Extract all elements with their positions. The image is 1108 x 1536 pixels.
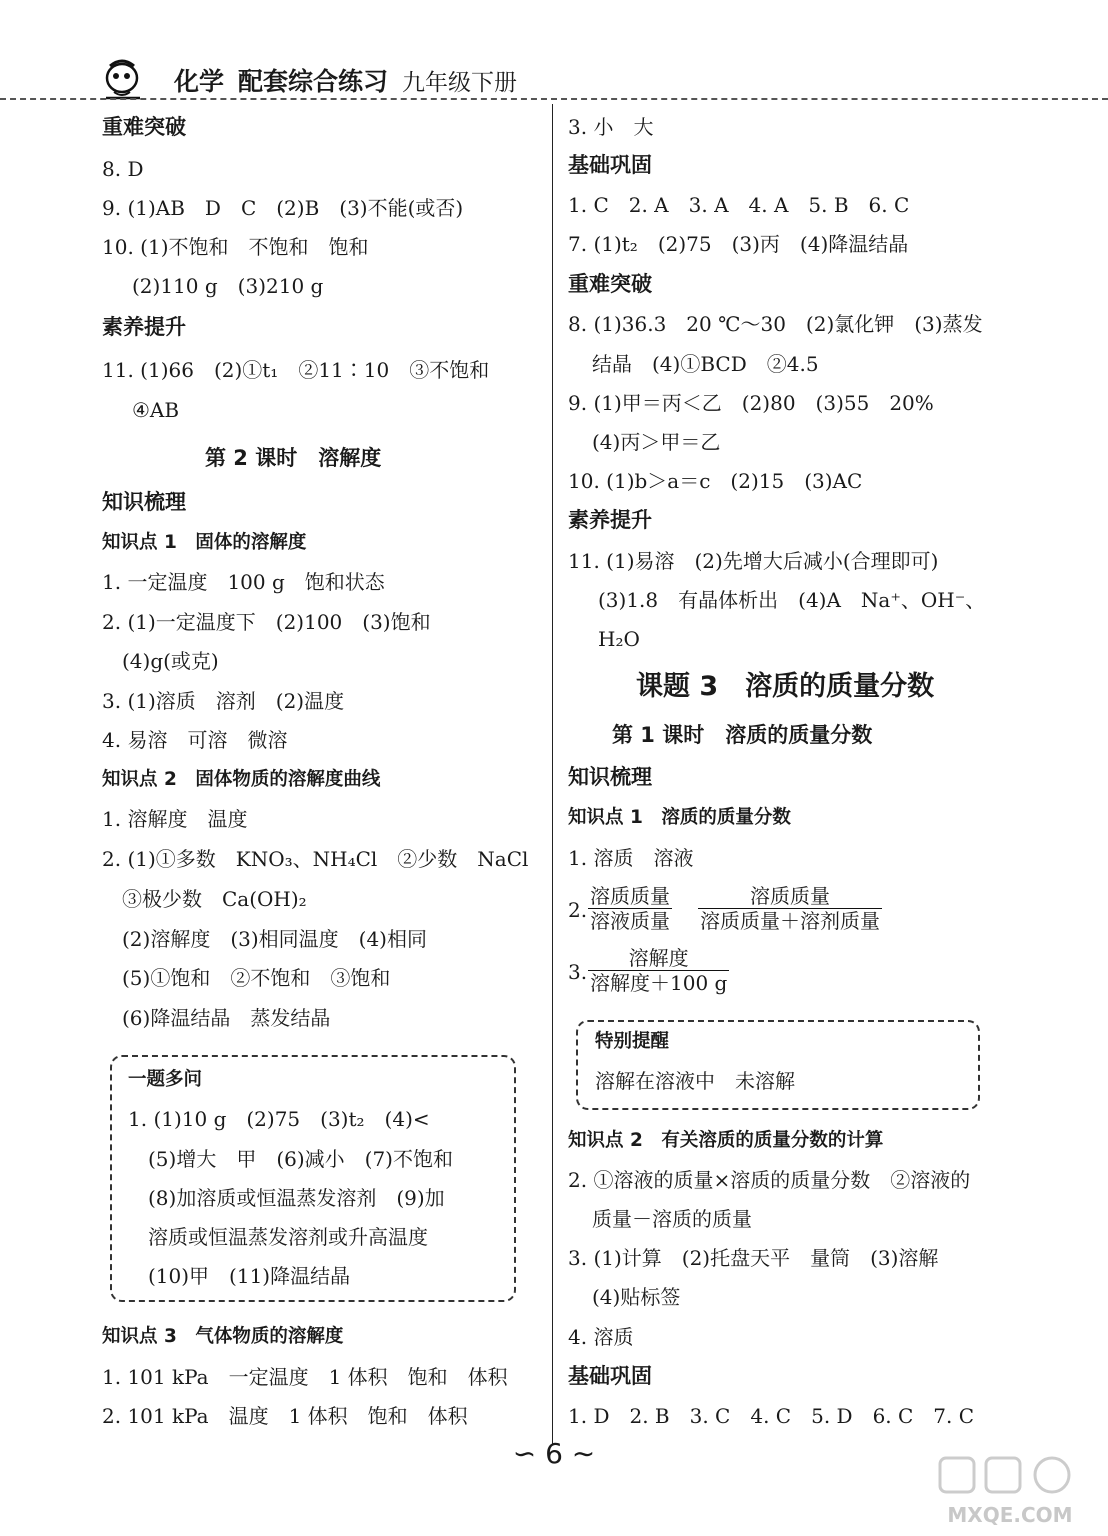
answer-line: 11. (1)66 (2)①t₁ ②11∶10 ③不饱和	[102, 358, 490, 382]
answer-line: (5)①饱和 ②不饱和 ③饱和	[122, 966, 391, 990]
answer-line: 结晶 (4)①BCD ②4.5	[592, 352, 819, 376]
answer-line: (4)丙＞甲＝乙	[592, 430, 721, 454]
box-line: (5)增大 甲 (6)减小 (7)不饱和	[148, 1147, 453, 1171]
answer-line: (4)g(或克)	[122, 649, 219, 673]
section-heading: 重难突破	[102, 115, 186, 139]
fraction-denominator: 溶解度＋100 g	[590, 971, 728, 995]
answer-line: 3. (1)计算 (2)托盘天平 量筒 (3)溶解	[568, 1246, 939, 1270]
knowledge-point-heading: 知识点 1 溶质的质量分数	[568, 807, 791, 828]
answer-line: 2. (1)①多数 KNO₃、NH₄Cl ②少数 NaCl	[102, 847, 529, 871]
answer-line: 1. 溶质 溶液	[568, 846, 694, 870]
wave-left-icon: ∽	[512, 1437, 546, 1470]
box-line: 1. (1)10 g (2)75 (3)t₂ (4)<	[128, 1107, 430, 1131]
svg-text:MXQE.COM: MXQE.COM	[947, 1503, 1073, 1527]
answer-line: 1. 101 kPa 一定温度 1 体积 饱和 体积	[102, 1365, 508, 1389]
answer-line: 1. D 2. B 3. C 4. C 5. D 6. C 7. C	[568, 1404, 975, 1428]
answer-line: (4)贴标签	[592, 1285, 681, 1309]
formula-prefix: 3.	[568, 960, 588, 984]
wave-right-icon: ∼	[562, 1437, 596, 1470]
section-heading: 重难突破	[568, 272, 652, 296]
header-book: 配套综合练习	[238, 67, 389, 96]
answer-line: 7. (1)t₂ (2)75 (3)丙 (4)降温结晶	[568, 232, 909, 256]
answer-line: 8. D	[102, 157, 144, 181]
tip-title: 特别提醒	[595, 1031, 670, 1052]
fraction-numerator: 溶解度	[588, 946, 729, 971]
knowledge-point-heading: 知识点 3 气体物质的溶解度	[102, 1326, 344, 1347]
box-line: (10)甲 (11)降温结晶	[148, 1264, 351, 1288]
header-grade: 九年级下册	[402, 70, 518, 96]
section-heading: 素养提升	[568, 508, 652, 532]
answer-line: ③极少数 Ca(OH)₂	[122, 887, 307, 911]
knowledge-point-heading: 知识点 2 有关溶质的质量分数的计算	[568, 1130, 884, 1151]
answer-line: 2. 101 kPa 温度 1 体积 饱和 体积	[102, 1404, 468, 1428]
answer-line: 10. (1)b＞a＝c (2)15 (3)AC	[568, 469, 863, 493]
answer-line: 4. 易溶 可溶 微溶	[102, 728, 288, 752]
formula-prefix: 2.	[568, 898, 588, 922]
answer-line: 2. (1)一定温度下 (2)100 (3)饱和	[102, 610, 431, 634]
page-number-value: 6	[545, 1437, 563, 1470]
answer-line: 1. C 2. A 3. A 4. A 5. B 6. C	[568, 193, 910, 217]
answer-line: 8. (1)36.3 20 ℃～30 (2)氯化钾 (3)蒸发	[568, 312, 983, 336]
answer-line: 3. (1)溶质 溶剂 (2)温度	[102, 689, 345, 713]
answer-line: ④AB	[132, 398, 180, 422]
topic-title: 课题 3 溶质的质量分数	[636, 671, 935, 702]
answer-line: 10. (1)不饱和 不饱和 饱和	[102, 235, 369, 259]
answer-line: 2. ①溶液的质量×溶质的质量分数 ②溶液的	[568, 1168, 971, 1192]
fraction-numerator: 溶质质量	[698, 884, 882, 909]
fraction-solubility	[588, 946, 729, 995]
fraction-denominator: 溶液质量	[590, 909, 670, 933]
answer-line: (3)1.8 有晶体析出 (4)A Na⁺、OH⁻、	[598, 588, 986, 612]
header-subject: 化学	[174, 67, 225, 96]
watermark-logo-icon	[920, 1456, 1100, 1530]
answer-line: 9. (1)甲＝丙＜乙 (2)80 (3)55 20%	[568, 391, 934, 415]
section-heading: 知识梳理	[568, 765, 652, 789]
fraction-denominator: 溶质质量＋溶剂质量	[700, 909, 880, 933]
answer-line: 9. (1)AB D C (2)B (3)不能(或否)	[102, 196, 464, 220]
fraction-solute-solution	[588, 884, 672, 933]
mascot-logo-icon	[96, 58, 148, 102]
section-heading: 基础巩固	[568, 153, 652, 177]
header-divider	[0, 98, 1108, 100]
lesson-title: 第 2 课时 溶解度	[205, 446, 382, 470]
answer-line: 1. 溶解度 温度	[102, 807, 248, 831]
answer-line: (2)110 g (3)210 g	[132, 274, 324, 298]
knowledge-point-heading: 知识点 1 固体的溶解度	[102, 532, 307, 553]
fraction-solute-sum	[698, 884, 882, 933]
fraction-numerator: 溶质质量	[590, 884, 670, 908]
header-title	[174, 62, 517, 98]
box-line: (8)加溶质或恒温蒸发溶剂 (9)加	[148, 1186, 445, 1210]
box-title: 一题多问	[128, 1069, 203, 1090]
section-heading: 素养提升	[102, 315, 186, 339]
answer-line: (6)降温结晶 蒸发结晶	[122, 1006, 331, 1030]
answer-line: H₂O	[598, 627, 640, 651]
section-heading: 知识梳理	[102, 490, 186, 514]
box-line: 溶质或恒温蒸发溶剂或升高温度	[148, 1225, 428, 1249]
lesson-title: 第 1 课时 溶质的质量分数	[612, 723, 873, 747]
knowledge-point-heading: 知识点 2 固体物质的溶解度曲线	[102, 769, 381, 790]
page-header	[96, 58, 696, 102]
answer-line: (2)溶解度 (3)相同温度 (4)相同	[122, 927, 427, 951]
answer-line: 4. 溶质	[568, 1325, 634, 1349]
answer-line: 1. 一定温度 100 g 饱和状态	[102, 570, 385, 594]
answer-line: 质量－溶质的质量	[592, 1207, 752, 1231]
section-heading: 基础巩固	[568, 1364, 652, 1388]
answer-line: 11. (1)易溶 (2)先增大后减小(合理即可)	[568, 549, 939, 573]
tip-text: 溶解在溶液中 未溶解	[595, 1069, 795, 1093]
answer-line: 3. 小 大	[568, 115, 654, 139]
column-divider	[552, 104, 553, 1444]
